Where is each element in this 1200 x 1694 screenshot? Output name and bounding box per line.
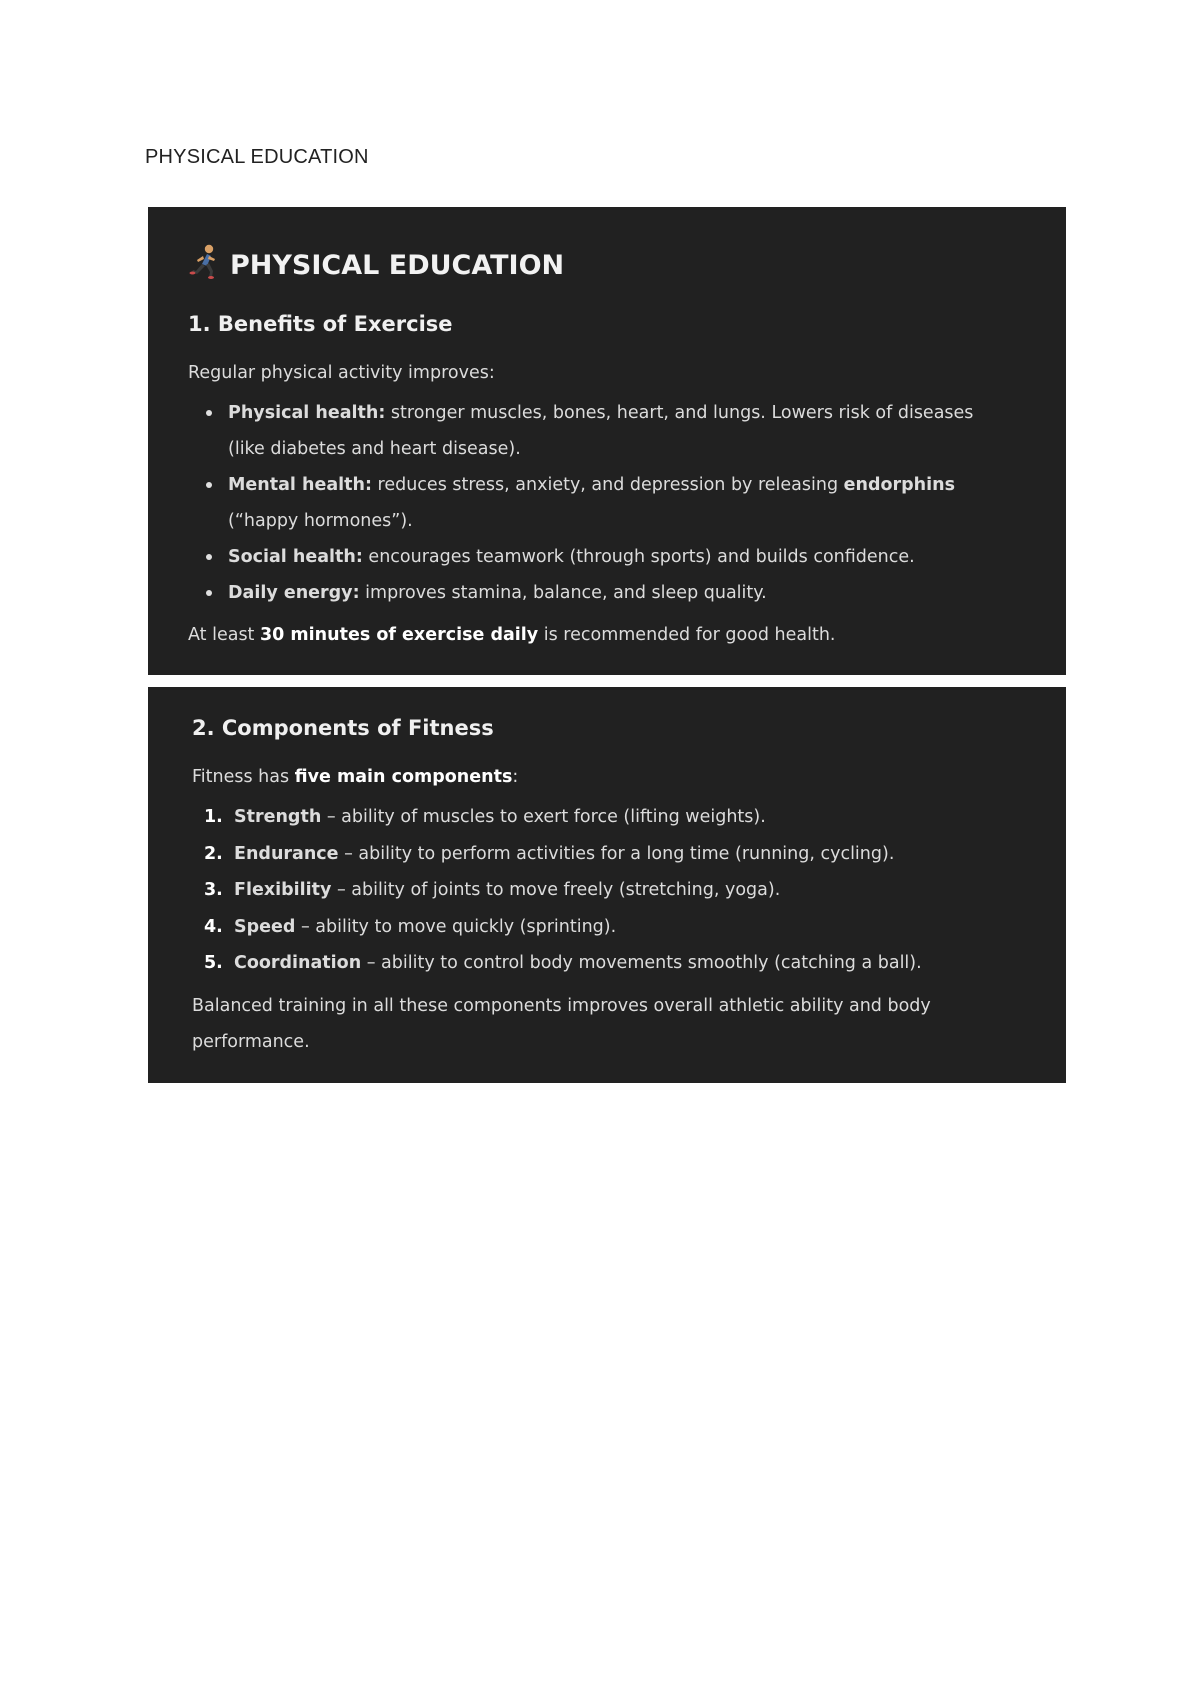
item-content <box>234 799 766 836</box>
section-heading-components: 2. Components of Fitness <box>192 716 494 740</box>
closing-text: is recommended for good health. <box>538 625 836 645</box>
closing-bold: 30 minutes of exercise daily <box>259 625 539 645</box>
list-item <box>228 575 1026 611</box>
intro-text: : <box>512 767 519 787</box>
fitness-components-panel <box>148 687 1066 1083</box>
list-item <box>228 467 1026 539</box>
list-item <box>204 872 1022 909</box>
bullet-label: Physical health: <box>228 403 386 423</box>
list-item <box>204 799 1022 836</box>
item-text: – ability of muscles to exert force (lifting weights). <box>321 807 766 827</box>
bullet-text: stronger muscles, bones, heart, and lungs. Lowers risk of diseases (like diabetes and heart disease). <box>228 403 974 459</box>
document-title: PHYSICAL EDUCATION <box>145 146 369 168</box>
item-text: – ability of joints to move freely (stretching, yoga). <box>331 880 781 900</box>
item-content <box>234 945 922 982</box>
item-content <box>234 909 616 946</box>
bullet-text: reduces stress, anxiety, and depression by releasing <box>371 475 844 495</box>
intro-bold: five main components <box>294 767 513 787</box>
item-label: Flexibility <box>234 880 332 900</box>
bullet-bold-term: endorphins <box>843 475 956 495</box>
benefits-list <box>188 395 1026 611</box>
item-number: 3. <box>204 880 223 900</box>
item-text: – ability to perform activities for a long time (running, cycling). <box>338 843 895 864</box>
bullet-label: Daily energy: <box>228 583 360 603</box>
bullet-text: (“happy hormones”). <box>228 511 413 531</box>
item-number: 2. <box>204 843 223 864</box>
item-label: Strength <box>234 807 322 827</box>
list-item <box>228 539 1026 575</box>
bullet-label: Mental health: <box>228 475 372 495</box>
intro-text: Fitness has <box>192 767 295 787</box>
bullet-text: encourages teamwork (through sports) and builds confidence. <box>362 547 915 567</box>
item-label: Endurance <box>234 843 339 864</box>
runner-emoji-icon <box>188 243 230 289</box>
components-intro <box>192 759 1022 795</box>
main-heading <box>188 243 1026 289</box>
components-list <box>192 799 1022 982</box>
main-heading-text: PHYSICAL EDUCATION <box>230 250 565 281</box>
item-number: 4. <box>204 916 223 937</box>
item-text: – ability to control body movements smoothly (catching a ball). <box>361 953 922 973</box>
benefits-closing <box>188 617 1026 653</box>
components-closing: Balanced training in all these components improves overall athletic ability and body performance. <box>192 995 931 1052</box>
item-label: Speed <box>234 916 296 937</box>
item-content <box>234 836 894 873</box>
benefits-intro: Regular physical activity improves: <box>188 363 495 383</box>
closing-text: At least <box>188 625 260 645</box>
list-item <box>204 909 1022 946</box>
section-heading-benefits: 1. Benefits of Exercise <box>188 312 453 336</box>
benefits-panel <box>148 207 1066 675</box>
list-item <box>204 836 1022 873</box>
item-text: – ability to move quickly (sprinting). <box>295 916 617 937</box>
item-number: 5. <box>204 953 223 973</box>
item-label: Coordination <box>234 953 362 973</box>
bullet-text: improves stamina, balance, and sleep quality. <box>359 583 767 603</box>
item-content <box>234 872 780 909</box>
bullet-label: Social health: <box>228 547 363 567</box>
list-item <box>228 395 1026 467</box>
item-number: 1. <box>204 807 223 827</box>
list-item <box>204 945 1022 982</box>
